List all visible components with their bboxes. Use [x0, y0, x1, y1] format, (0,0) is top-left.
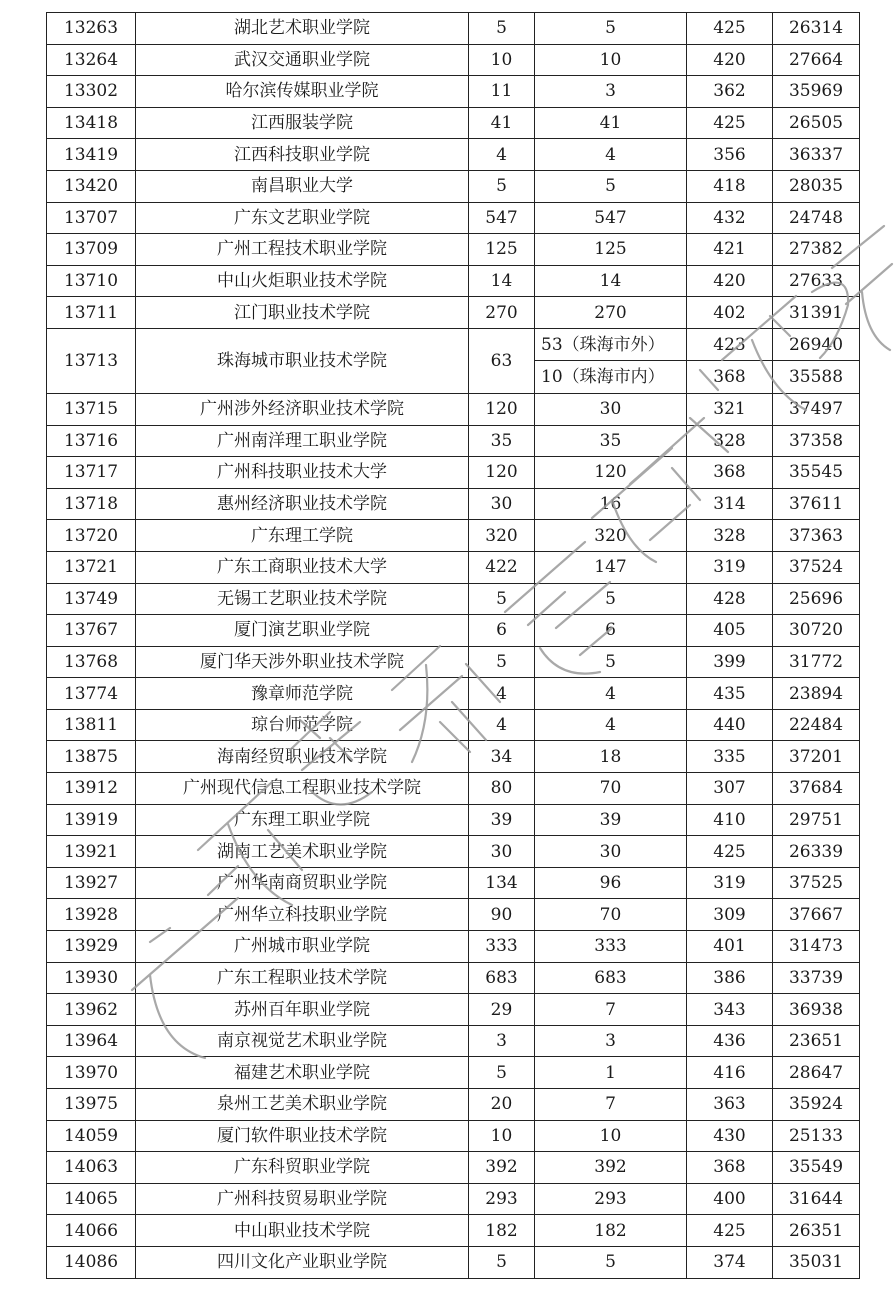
min-score-cell: 400	[687, 1183, 773, 1215]
table-row	[47, 265, 860, 297]
plan-cell: 30	[535, 836, 687, 868]
min-rank-cell: 33739	[773, 962, 860, 994]
total-plan-cell: 34	[469, 741, 535, 773]
plan-cell: 4	[535, 678, 687, 710]
institution-code-cell: 13811	[47, 709, 136, 741]
institution-name-cell: 江西科技职业学院	[136, 139, 469, 171]
institution-name-cell: 广东文艺职业学院	[136, 202, 469, 234]
min-rank-cell: 30720	[773, 615, 860, 647]
total-plan-cell: 5	[469, 1057, 535, 1089]
plan-cell: 14	[535, 265, 687, 297]
min-score-cell: 430	[687, 1120, 773, 1152]
institution-code-cell: 13929	[47, 931, 136, 963]
min-rank-cell: 37611	[773, 488, 860, 520]
min-score-cell: 428	[687, 583, 773, 615]
total-plan-cell: 30	[469, 836, 535, 868]
plan-cell: 1	[535, 1057, 687, 1089]
table-row	[47, 1183, 860, 1215]
min-score-cell: 356	[687, 139, 773, 171]
min-score-cell: 386	[687, 962, 773, 994]
table-row	[47, 583, 860, 615]
plan-cell: 5	[535, 13, 687, 45]
total-plan-cell: 120	[469, 457, 535, 489]
total-plan-cell: 35	[469, 425, 535, 457]
total-plan-cell: 683	[469, 962, 535, 994]
min-rank-cell: 31772	[773, 646, 860, 678]
institution-code-cell: 13919	[47, 804, 136, 836]
table-row	[47, 836, 860, 868]
total-plan-cell: 63	[469, 328, 535, 393]
table-row	[47, 962, 860, 994]
table-row	[47, 709, 860, 741]
institution-name-cell: 广东工商职业技术大学	[136, 551, 469, 583]
min-score-cell: 425	[687, 13, 773, 45]
plan-cell: 70	[535, 899, 687, 931]
plan-cell: 10	[535, 44, 687, 76]
min-score-cell: 432	[687, 202, 773, 234]
table-row	[47, 13, 860, 45]
plan-cell: 3	[535, 1025, 687, 1057]
total-plan-cell: 80	[469, 773, 535, 805]
min-rank-cell: 23651	[773, 1025, 860, 1057]
min-score-cell: 374	[687, 1246, 773, 1278]
min-rank-cell: 26940	[773, 328, 860, 361]
institution-code-cell: 13419	[47, 139, 136, 171]
total-plan-cell: 392	[469, 1152, 535, 1184]
institution-name-cell: 广州科技职业技术大学	[136, 457, 469, 489]
institution-code-cell: 13707	[47, 202, 136, 234]
plan-cell: 392	[535, 1152, 687, 1184]
min-rank-cell: 37525	[773, 867, 860, 899]
institution-name-cell: 无锡工艺职业技术学院	[136, 583, 469, 615]
institution-code-cell: 13715	[47, 393, 136, 425]
plan-cell: 547	[535, 202, 687, 234]
institution-name-cell: 广东科贸职业学院	[136, 1152, 469, 1184]
min-rank-cell: 27664	[773, 44, 860, 76]
min-rank-cell: 25133	[773, 1120, 860, 1152]
min-rank-cell: 37363	[773, 520, 860, 552]
min-score-cell: 319	[687, 551, 773, 583]
plan-cell: 147	[535, 551, 687, 583]
min-rank-cell: 37497	[773, 393, 860, 425]
min-score-cell: 420	[687, 44, 773, 76]
institution-name-cell: 江门职业技术学院	[136, 297, 469, 329]
plan-cell: 333	[535, 931, 687, 963]
min-rank-cell: 36337	[773, 139, 860, 171]
min-rank-cell: 28035	[773, 170, 860, 202]
table-row	[47, 328, 860, 361]
total-plan-cell: 182	[469, 1215, 535, 1247]
institution-code-cell: 14066	[47, 1215, 136, 1247]
min-rank-cell: 31391	[773, 297, 860, 329]
total-plan-cell: 5	[469, 170, 535, 202]
min-rank-cell: 37667	[773, 899, 860, 931]
institution-name-cell: 厦门演艺职业学院	[136, 615, 469, 647]
min-rank-cell: 35588	[773, 361, 860, 394]
institution-name-cell: 武汉交通职业学院	[136, 44, 469, 76]
institution-name-cell: 广东工程职业技术学院	[136, 962, 469, 994]
total-plan-cell: 30	[469, 488, 535, 520]
table-row	[47, 202, 860, 234]
min-score-cell: 314	[687, 488, 773, 520]
institution-name-cell: 厦门华天涉外职业技术学院	[136, 646, 469, 678]
institution-name-cell: 广东理工学院	[136, 520, 469, 552]
institution-name-cell: 哈尔滨传媒职业学院	[136, 76, 469, 108]
min-rank-cell: 26339	[773, 836, 860, 868]
institution-name-cell: 惠州经济职业技术学院	[136, 488, 469, 520]
institution-code-cell: 13420	[47, 170, 136, 202]
plan-cell: 70	[535, 773, 687, 805]
institution-code-cell: 13928	[47, 899, 136, 931]
institution-code-cell: 13927	[47, 867, 136, 899]
institution-code-cell: 14065	[47, 1183, 136, 1215]
table-row	[47, 899, 860, 931]
plan-cell: 3	[535, 76, 687, 108]
institution-code-cell: 13912	[47, 773, 136, 805]
total-plan-cell: 4	[469, 678, 535, 710]
table-row	[47, 1089, 860, 1121]
institution-code-cell: 13767	[47, 615, 136, 647]
institution-code-cell: 13709	[47, 234, 136, 266]
institution-name-cell: 四川文化产业职业学院	[136, 1246, 469, 1278]
min-rank-cell: 26314	[773, 13, 860, 45]
total-plan-cell: 320	[469, 520, 535, 552]
institution-name-cell: 广州南洋理工职业学院	[136, 425, 469, 457]
institution-name-cell: 广州华立科技职业学院	[136, 899, 469, 931]
institution-name-cell: 南昌职业大学	[136, 170, 469, 202]
institution-name-cell: 中山职业技术学院	[136, 1215, 469, 1247]
total-plan-cell: 10	[469, 1120, 535, 1152]
institution-name-cell: 广东理工职业学院	[136, 804, 469, 836]
table-row	[47, 1057, 860, 1089]
plan-cell: 4	[535, 139, 687, 171]
institution-code-cell: 13713	[47, 328, 136, 393]
plan-cell: 125	[535, 234, 687, 266]
plan-cell: 320	[535, 520, 687, 552]
institution-name-cell: 海南经贸职业技术学院	[136, 741, 469, 773]
institution-name-cell: 广州涉外经济职业技术学院	[136, 393, 469, 425]
min-score-cell: 440	[687, 709, 773, 741]
plan-cell: 53（珠海市外）	[535, 328, 687, 361]
min-rank-cell: 35924	[773, 1089, 860, 1121]
institution-code-cell: 13716	[47, 425, 136, 457]
min-score-cell: 436	[687, 1025, 773, 1057]
min-score-cell: 309	[687, 899, 773, 931]
plan-cell: 683	[535, 962, 687, 994]
min-score-cell: 423	[687, 328, 773, 361]
plan-cell: 182	[535, 1215, 687, 1247]
min-score-cell: 328	[687, 520, 773, 552]
total-plan-cell: 20	[469, 1089, 535, 1121]
institution-name-cell: 广州城市职业学院	[136, 931, 469, 963]
institution-name-cell: 中山火炬职业技术学院	[136, 265, 469, 297]
institution-code-cell: 13975	[47, 1089, 136, 1121]
min-rank-cell: 25696	[773, 583, 860, 615]
plan-cell: 270	[535, 297, 687, 329]
total-plan-cell: 5	[469, 1246, 535, 1278]
plan-cell: 30	[535, 393, 687, 425]
plan-cell: 35	[535, 425, 687, 457]
min-score-cell: 421	[687, 234, 773, 266]
table-row	[47, 297, 860, 329]
institution-name-cell: 广州现代信息工程职业技术学院	[136, 773, 469, 805]
plan-cell: 7	[535, 1089, 687, 1121]
total-plan-cell: 6	[469, 615, 535, 647]
institution-name-cell: 福建艺术职业学院	[136, 1057, 469, 1089]
plan-cell: 6	[535, 615, 687, 647]
table-row	[47, 1215, 860, 1247]
min-score-cell: 401	[687, 931, 773, 963]
min-rank-cell: 24748	[773, 202, 860, 234]
total-plan-cell: 293	[469, 1183, 535, 1215]
min-score-cell: 363	[687, 1089, 773, 1121]
min-rank-cell: 35549	[773, 1152, 860, 1184]
institution-code-cell: 13921	[47, 836, 136, 868]
institution-name-cell: 珠海城市职业技术学院	[136, 328, 469, 393]
min-rank-cell: 27382	[773, 234, 860, 266]
institution-code-cell: 13711	[47, 297, 136, 329]
institution-code-cell: 14063	[47, 1152, 136, 1184]
table-row	[47, 773, 860, 805]
plan-cell: 5	[535, 583, 687, 615]
plan-cell: 39	[535, 804, 687, 836]
plan-cell: 120	[535, 457, 687, 489]
institution-name-cell: 广州华南商贸职业学院	[136, 867, 469, 899]
min-score-cell: 368	[687, 361, 773, 394]
min-score-cell: 368	[687, 1152, 773, 1184]
min-rank-cell: 35969	[773, 76, 860, 108]
min-rank-cell: 35031	[773, 1246, 860, 1278]
total-plan-cell: 5	[469, 13, 535, 45]
min-score-cell: 328	[687, 425, 773, 457]
total-plan-cell: 29	[469, 994, 535, 1026]
institution-code-cell: 13264	[47, 44, 136, 76]
min-score-cell: 402	[687, 297, 773, 329]
institution-name-cell: 湖南工艺美术职业学院	[136, 836, 469, 868]
table-row	[47, 678, 860, 710]
min-score-cell: 420	[687, 265, 773, 297]
total-plan-cell: 4	[469, 709, 535, 741]
min-score-cell: 425	[687, 836, 773, 868]
total-plan-cell: 120	[469, 393, 535, 425]
plan-cell: 10	[535, 1120, 687, 1152]
min-score-cell: 410	[687, 804, 773, 836]
total-plan-cell: 3	[469, 1025, 535, 1057]
admission-table-body	[47, 13, 860, 1279]
institution-code-cell: 13718	[47, 488, 136, 520]
plan-cell: 16	[535, 488, 687, 520]
min-rank-cell: 31644	[773, 1183, 860, 1215]
table-row	[47, 520, 860, 552]
plan-cell: 18	[535, 741, 687, 773]
min-score-cell: 321	[687, 393, 773, 425]
min-score-cell: 425	[687, 107, 773, 139]
min-rank-cell: 37684	[773, 773, 860, 805]
plan-cell: 5	[535, 646, 687, 678]
institution-name-cell: 南京视觉艺术职业学院	[136, 1025, 469, 1057]
institution-code-cell: 13263	[47, 13, 136, 45]
plan-cell: 4	[535, 709, 687, 741]
min-score-cell: 425	[687, 1215, 773, 1247]
institution-name-cell: 琼台师范学院	[136, 709, 469, 741]
table-row	[47, 457, 860, 489]
admission-table	[46, 12, 860, 1279]
total-plan-cell: 39	[469, 804, 535, 836]
min-score-cell: 319	[687, 867, 773, 899]
min-rank-cell: 29751	[773, 804, 860, 836]
institution-code-cell: 13768	[47, 646, 136, 678]
total-plan-cell: 270	[469, 297, 535, 329]
plan-cell: 7	[535, 994, 687, 1026]
institution-code-cell: 14086	[47, 1246, 136, 1278]
plan-cell: 293	[535, 1183, 687, 1215]
institution-name-cell: 广州工程技术职业学院	[136, 234, 469, 266]
institution-code-cell: 13875	[47, 741, 136, 773]
institution-code-cell: 13962	[47, 994, 136, 1026]
table-row	[47, 551, 860, 583]
min-rank-cell: 28647	[773, 1057, 860, 1089]
institution-name-cell: 泉州工艺美术职业学院	[136, 1089, 469, 1121]
plan-cell: 41	[535, 107, 687, 139]
min-score-cell: 335	[687, 741, 773, 773]
min-score-cell: 362	[687, 76, 773, 108]
total-plan-cell: 5	[469, 646, 535, 678]
institution-code-cell: 13970	[47, 1057, 136, 1089]
institution-name-cell: 苏州百年职业学院	[136, 994, 469, 1026]
min-rank-cell: 22484	[773, 709, 860, 741]
min-score-cell: 399	[687, 646, 773, 678]
plan-cell: 10（珠海市内）	[535, 361, 687, 394]
institution-name-cell: 豫章师范学院	[136, 678, 469, 710]
institution-code-cell: 13710	[47, 265, 136, 297]
min-rank-cell: 36938	[773, 994, 860, 1026]
min-rank-cell: 35545	[773, 457, 860, 489]
table-row	[47, 867, 860, 899]
total-plan-cell: 5	[469, 583, 535, 615]
min-score-cell: 418	[687, 170, 773, 202]
table-row	[47, 1246, 860, 1278]
institution-code-cell: 14059	[47, 1120, 136, 1152]
min-rank-cell: 26505	[773, 107, 860, 139]
min-score-cell: 416	[687, 1057, 773, 1089]
total-plan-cell: 41	[469, 107, 535, 139]
plan-cell: 96	[535, 867, 687, 899]
table-row	[47, 139, 860, 171]
institution-code-cell: 13964	[47, 1025, 136, 1057]
min-score-cell: 368	[687, 457, 773, 489]
institution-code-cell: 13774	[47, 678, 136, 710]
total-plan-cell: 14	[469, 265, 535, 297]
total-plan-cell: 134	[469, 867, 535, 899]
min-score-cell: 307	[687, 773, 773, 805]
table-row	[47, 646, 860, 678]
min-rank-cell: 31473	[773, 931, 860, 963]
table-row	[47, 170, 860, 202]
plan-cell: 5	[535, 170, 687, 202]
institution-code-cell: 13721	[47, 551, 136, 583]
min-score-cell: 405	[687, 615, 773, 647]
min-rank-cell: 37524	[773, 551, 860, 583]
total-plan-cell: 333	[469, 931, 535, 963]
table-row	[47, 994, 860, 1026]
table-row	[47, 488, 860, 520]
table-row	[47, 107, 860, 139]
total-plan-cell: 11	[469, 76, 535, 108]
table-row	[47, 76, 860, 108]
total-plan-cell: 422	[469, 551, 535, 583]
plan-cell: 5	[535, 1246, 687, 1278]
table-row	[47, 615, 860, 647]
total-plan-cell: 90	[469, 899, 535, 931]
institution-name-cell: 江西服装学院	[136, 107, 469, 139]
institution-code-cell: 13418	[47, 107, 136, 139]
min-score-cell: 435	[687, 678, 773, 710]
table-row	[47, 44, 860, 76]
institution-name-cell: 广州科技贸易职业学院	[136, 1183, 469, 1215]
table-row	[47, 234, 860, 266]
table-row	[47, 1152, 860, 1184]
min-score-cell: 343	[687, 994, 773, 1026]
institution-code-cell: 13930	[47, 962, 136, 994]
total-plan-cell: 4	[469, 139, 535, 171]
table-row	[47, 804, 860, 836]
min-rank-cell: 26351	[773, 1215, 860, 1247]
institution-code-cell: 13302	[47, 76, 136, 108]
min-rank-cell: 23894	[773, 678, 860, 710]
institution-name-cell: 厦门软件职业技术学院	[136, 1120, 469, 1152]
total-plan-cell: 125	[469, 234, 535, 266]
total-plan-cell: 547	[469, 202, 535, 234]
institution-code-cell: 13749	[47, 583, 136, 615]
min-rank-cell: 37358	[773, 425, 860, 457]
institution-name-cell: 湖北艺术职业学院	[136, 13, 469, 45]
table-row	[47, 425, 860, 457]
table-row	[47, 1120, 860, 1152]
institution-code-cell: 13720	[47, 520, 136, 552]
min-rank-cell: 27633	[773, 265, 860, 297]
table-row	[47, 1025, 860, 1057]
table-row	[47, 741, 860, 773]
table-row	[47, 393, 860, 425]
min-rank-cell: 37201	[773, 741, 860, 773]
total-plan-cell: 10	[469, 44, 535, 76]
institution-code-cell: 13717	[47, 457, 136, 489]
table-row	[47, 931, 860, 963]
